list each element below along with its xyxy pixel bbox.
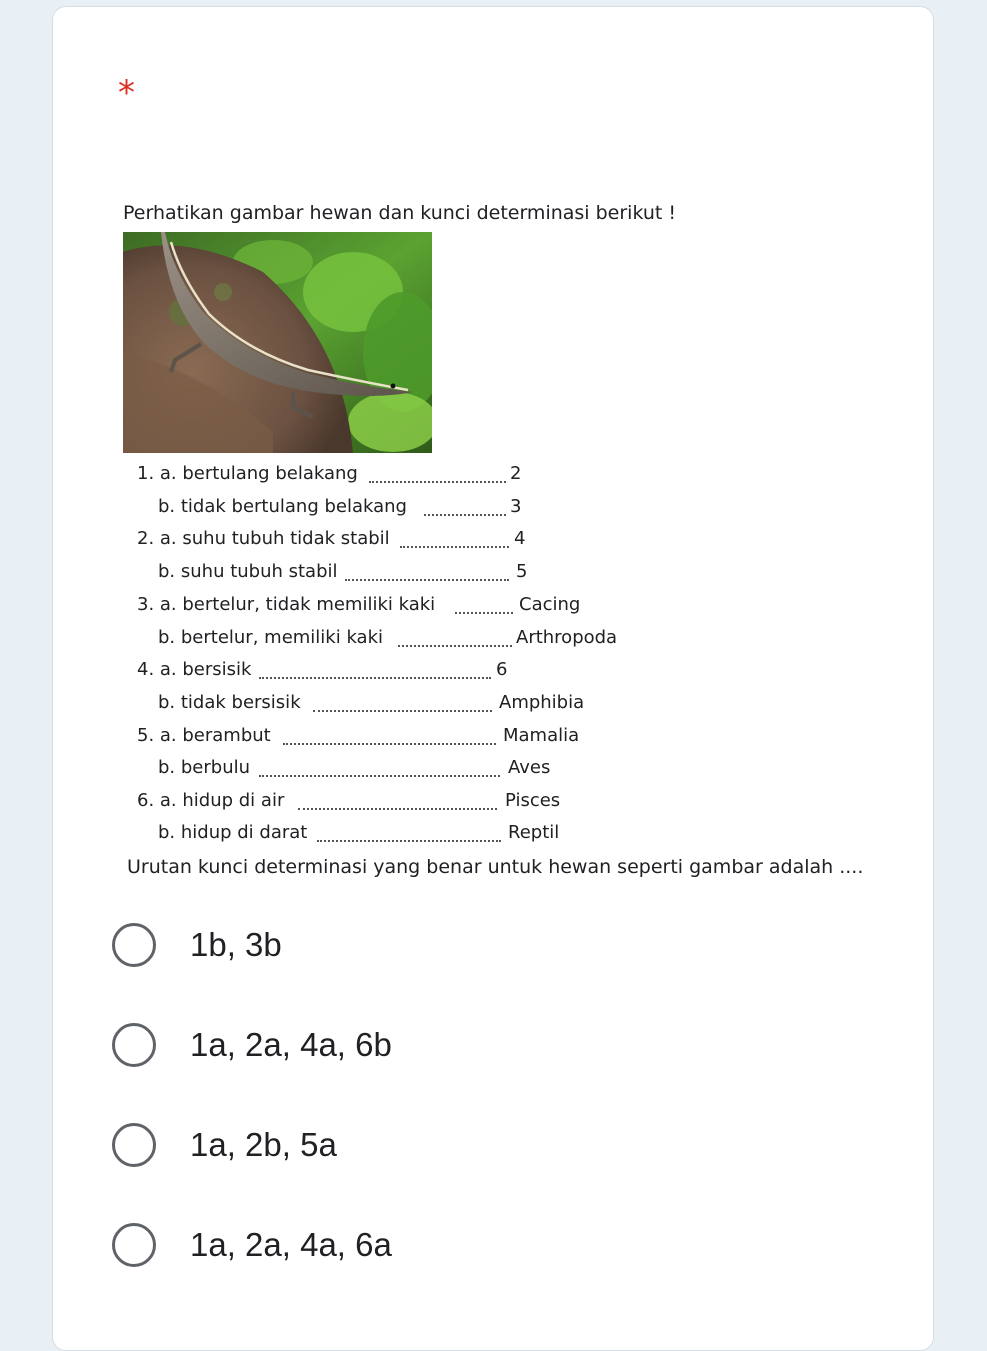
key-line-desc: b. suhu tubuh stabil: [158, 561, 338, 582]
key-line-result: Mamalia: [503, 725, 580, 746]
dotted-leader: [298, 808, 497, 810]
option-label: 1b, 3b: [190, 926, 282, 963]
lizard-photo: [123, 232, 432, 453]
radio-circle[interactable]: [112, 1223, 156, 1267]
radio-circle[interactable]: [112, 1023, 156, 1067]
key-line-result: Arthropoda: [516, 627, 618, 648]
option-3[interactable]: [112, 1117, 337, 1173]
option-2[interactable]: [112, 1017, 392, 1073]
key-line-result: 5: [516, 561, 528, 582]
key-line-desc: b. bertelur, memiliki kaki: [158, 627, 384, 648]
option-1[interactable]: [112, 917, 282, 973]
dotted-leader: [259, 775, 500, 777]
dotted-leader: [424, 514, 506, 516]
dotted-leader: [398, 645, 512, 647]
key-line-result: 6: [496, 659, 508, 680]
key-line-desc: b. hidup di darat: [158, 822, 308, 843]
dotted-leader: [455, 612, 513, 614]
key-line-result: 4: [514, 528, 526, 549]
key-line-desc: 1. a. bertulang belakang: [137, 463, 358, 484]
key-line-result: 2: [510, 463, 522, 484]
required-marker: *: [118, 73, 135, 113]
dotted-leader: [400, 546, 509, 548]
option-4[interactable]: [112, 1217, 392, 1273]
key-line-desc: b. berbulu: [158, 757, 251, 778]
question-text: Perhatikan gambar hewan dan kunci determinasi berikut !: [123, 202, 677, 224]
dotted-leader: [313, 710, 492, 712]
option-label: 1a, 2b, 5a: [190, 1126, 337, 1163]
key-line-result: Reptil: [508, 822, 560, 843]
key-line-result: Pisces: [505, 790, 561, 811]
radio-circle[interactable]: [112, 923, 156, 967]
key-line-result: 3: [510, 496, 522, 517]
key-line-desc: 2. a. suhu tubuh tidak stabil: [137, 528, 390, 549]
key-line-result: Aves: [508, 757, 551, 778]
dotted-leader: [259, 677, 491, 679]
option-label: 1a, 2a, 4a, 6b: [190, 1026, 392, 1063]
dotted-leader: [369, 481, 506, 483]
key-line-result: Cacing: [519, 594, 581, 615]
dotted-leader: [317, 840, 501, 842]
dotted-leader: [345, 579, 509, 581]
lizard-image: [123, 232, 432, 453]
option-label: 1a, 2a, 4a, 6a: [190, 1226, 392, 1263]
question-prompt: Urutan kunci determinasi yang benar untuk hewan seperti gambar adalah ....: [127, 856, 864, 878]
key-line-desc: 6. a. hidup di air: [137, 790, 285, 811]
radio-circle[interactable]: [112, 1123, 156, 1167]
key-line-desc: b. tidak bertulang belakang: [158, 496, 407, 517]
dotted-leader: [283, 743, 496, 745]
key-line-desc: 5. a. berambut: [137, 725, 271, 746]
key-line-desc: b. tidak bersisik: [158, 692, 301, 713]
key-line-result: Amphibia: [499, 692, 585, 713]
key-line-desc: 4. a. bersisik: [137, 659, 252, 680]
key-line-desc: 3. a. bertelur, tidak memiliki kaki: [137, 594, 436, 615]
